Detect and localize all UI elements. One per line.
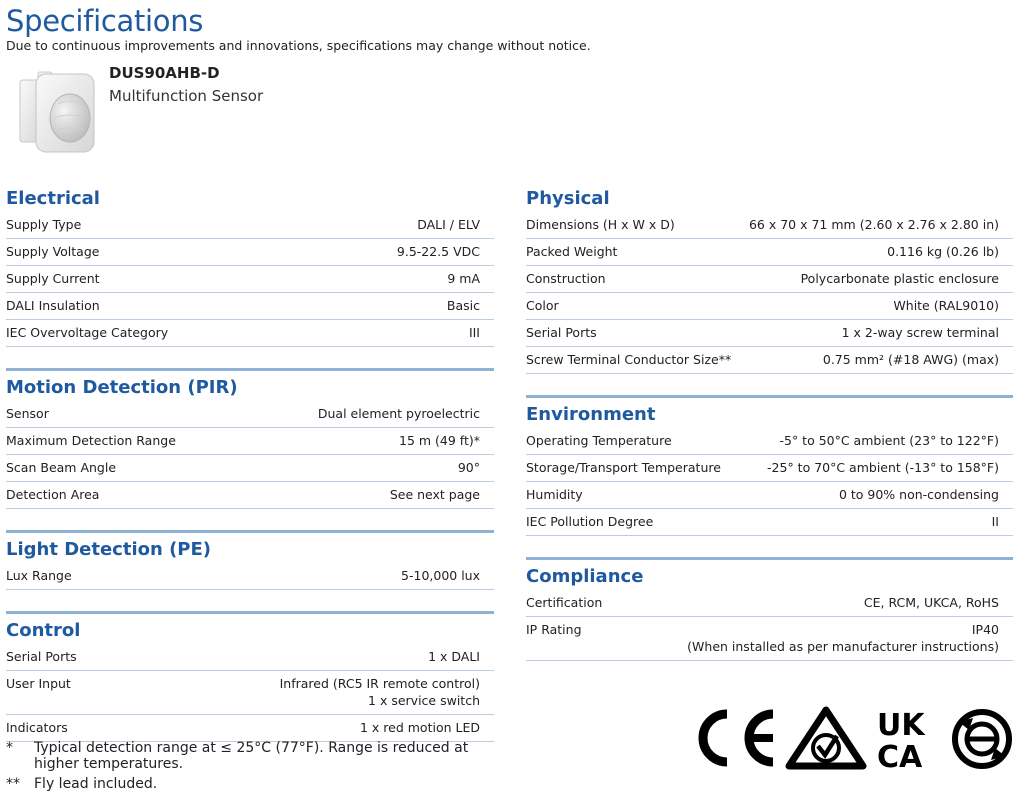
ukca-bottom-text: CA bbox=[877, 740, 923, 770]
spec-label: Maximum Detection Range bbox=[6, 433, 176, 448]
product-image bbox=[10, 66, 106, 162]
spec-row bbox=[6, 239, 494, 266]
spec-value bbox=[280, 675, 480, 709]
section-environment bbox=[526, 395, 1013, 536]
spec-value: 5-10,000 lux bbox=[401, 568, 480, 583]
spec-value: 1 x DALI bbox=[428, 649, 480, 664]
spec-value: 90° bbox=[457, 460, 480, 475]
spec-value: 0 to 90% non-condensing bbox=[838, 487, 999, 502]
footnote-text: Typical detection range at ≤ 25°C (77°F). Range is reduced at higher temperatures. bbox=[34, 740, 469, 772]
spec-value: 15 m (49 ft)* bbox=[399, 433, 480, 448]
spec-label: Humidity bbox=[526, 487, 583, 502]
spec-row bbox=[526, 347, 1013, 374]
spec-row bbox=[526, 590, 1013, 617]
spec-row bbox=[6, 455, 494, 482]
spec-row bbox=[526, 266, 1013, 293]
spec-label: IP Rating bbox=[526, 622, 582, 637]
spec-label: Detection Area bbox=[6, 487, 100, 502]
footnote bbox=[6, 740, 486, 772]
spec-row bbox=[526, 320, 1013, 347]
spec-row bbox=[6, 293, 494, 320]
spec-label: Supply Type bbox=[6, 217, 82, 232]
spec-row bbox=[526, 239, 1013, 266]
spec-row bbox=[6, 266, 494, 293]
section-compliance bbox=[526, 557, 1013, 661]
spec-label: Supply Current bbox=[6, 271, 100, 286]
spec-value: White (RAL9010) bbox=[893, 298, 999, 313]
section-title: Light Detection (PE) bbox=[6, 539, 212, 560]
spec-value: DALI / ELV bbox=[417, 217, 480, 232]
spec-label: Construction bbox=[526, 271, 606, 286]
spec-value: II bbox=[991, 514, 999, 529]
product-model: DUS90AHB-D bbox=[109, 64, 220, 82]
section-electrical bbox=[6, 186, 494, 347]
certification-logos bbox=[697, 706, 1015, 770]
spec-label: Certification bbox=[526, 595, 603, 610]
spec-row bbox=[526, 617, 1013, 661]
ukca-mark-icon bbox=[877, 708, 926, 770]
spec-row bbox=[6, 644, 494, 671]
spec-label: Color bbox=[526, 298, 559, 313]
section-physical bbox=[526, 186, 1013, 374]
spec-label: IEC Pollution Degree bbox=[526, 514, 654, 529]
section-title: Compliance bbox=[526, 566, 644, 587]
section-control bbox=[6, 611, 494, 742]
spec-row bbox=[6, 715, 494, 742]
footnote bbox=[6, 776, 486, 792]
page-title: Specifications bbox=[6, 4, 204, 38]
spec-label: Packed Weight bbox=[526, 244, 618, 259]
spec-label: Supply Voltage bbox=[6, 244, 100, 259]
spec-label: IEC Overvoltage Category bbox=[6, 325, 169, 340]
ukca-top-text: UK bbox=[877, 708, 925, 743]
rohs-mark-icon bbox=[955, 712, 1009, 766]
spec-row bbox=[6, 401, 494, 428]
ce-mark-icon bbox=[703, 714, 773, 762]
section-title: Motion Detection (PIR) bbox=[6, 377, 238, 398]
section-title: Control bbox=[6, 620, 81, 641]
right-column bbox=[526, 186, 1013, 661]
spec-label: Scan Beam Angle bbox=[6, 460, 117, 475]
spec-value: -5° to 50°C ambient (23° to 122°F) bbox=[779, 433, 999, 448]
footnote-mark: * bbox=[6, 740, 13, 756]
spec-value: -25° to 70°C ambient (-13° to 158°F) bbox=[767, 460, 999, 475]
left-column bbox=[6, 186, 494, 742]
spec-value-line: (When installed as per manufacturer instructions) bbox=[687, 639, 999, 654]
spec-row bbox=[526, 455, 1013, 482]
spec-value: 0.75 mm² (#18 AWG) (max) bbox=[822, 352, 999, 367]
spec-label: Sensor bbox=[6, 406, 49, 421]
spec-value: Dual element pyroelectric bbox=[317, 406, 480, 421]
spec-row bbox=[6, 212, 494, 239]
spec-label: Serial Ports bbox=[6, 649, 77, 664]
page-subtitle: Due to continuous improvements and innovations, specifications may change without notice. bbox=[6, 38, 591, 53]
spec-value: CE, RCM, UKCA, RoHS bbox=[863, 595, 999, 610]
spec-value-line: 1 x service switch bbox=[368, 693, 480, 708]
spec-row bbox=[6, 482, 494, 509]
spec-label: DALI Insulation bbox=[6, 298, 100, 313]
spec-label: Operating Temperature bbox=[526, 433, 672, 448]
section-title: Electrical bbox=[6, 188, 100, 209]
rcm-mark-icon bbox=[789, 710, 863, 766]
footnote-mark: ** bbox=[6, 776, 20, 792]
spec-label: Serial Ports bbox=[526, 325, 597, 340]
spec-value bbox=[687, 621, 999, 655]
spec-row bbox=[6, 563, 494, 590]
product-description: Multifunction Sensor bbox=[109, 87, 264, 105]
spec-value-line: IP40 bbox=[971, 622, 999, 637]
spec-value: 9.5-22.5 VDC bbox=[396, 244, 480, 259]
spec-value: See next page bbox=[389, 487, 480, 502]
footnote-text: Fly lead included. bbox=[34, 776, 158, 792]
spec-label: Indicators bbox=[6, 720, 68, 735]
spec-row bbox=[526, 293, 1013, 320]
spec-label: User Input bbox=[6, 676, 71, 691]
section-motion bbox=[6, 368, 494, 509]
spec-value: 66 x 70 x 71 mm (2.60 x 2.76 x 2.80 in) bbox=[748, 217, 999, 232]
spec-value-line: Infrared (RC5 IR remote control) bbox=[279, 676, 480, 691]
spec-row bbox=[526, 212, 1013, 239]
spec-value: Polycarbonate plastic enclosure bbox=[800, 271, 999, 286]
footnotes bbox=[6, 740, 486, 796]
spec-row bbox=[6, 671, 494, 715]
spec-label: Dimensions (H x W x D) bbox=[526, 217, 675, 232]
spec-value: 0.116 kg (0.26 lb) bbox=[887, 244, 999, 259]
spec-row bbox=[6, 428, 494, 455]
spec-label: Screw Terminal Conductor Size** bbox=[526, 352, 732, 367]
spec-label: Storage/Transport Temperature bbox=[526, 460, 721, 475]
spec-label: Lux Range bbox=[6, 568, 72, 583]
spec-row bbox=[526, 428, 1013, 455]
spec-row bbox=[526, 482, 1013, 509]
section-title: Physical bbox=[526, 188, 610, 209]
spec-value: 1 x 2-way screw terminal bbox=[841, 325, 999, 340]
spec-value: III bbox=[468, 325, 480, 340]
spec-row bbox=[526, 509, 1013, 536]
spec-row bbox=[6, 320, 494, 347]
section-light bbox=[6, 530, 494, 590]
spec-value: 9 mA bbox=[447, 271, 480, 286]
spec-value: 1 x red motion LED bbox=[360, 720, 480, 735]
section-title: Environment bbox=[526, 404, 656, 425]
spec-value: Basic bbox=[446, 298, 480, 313]
